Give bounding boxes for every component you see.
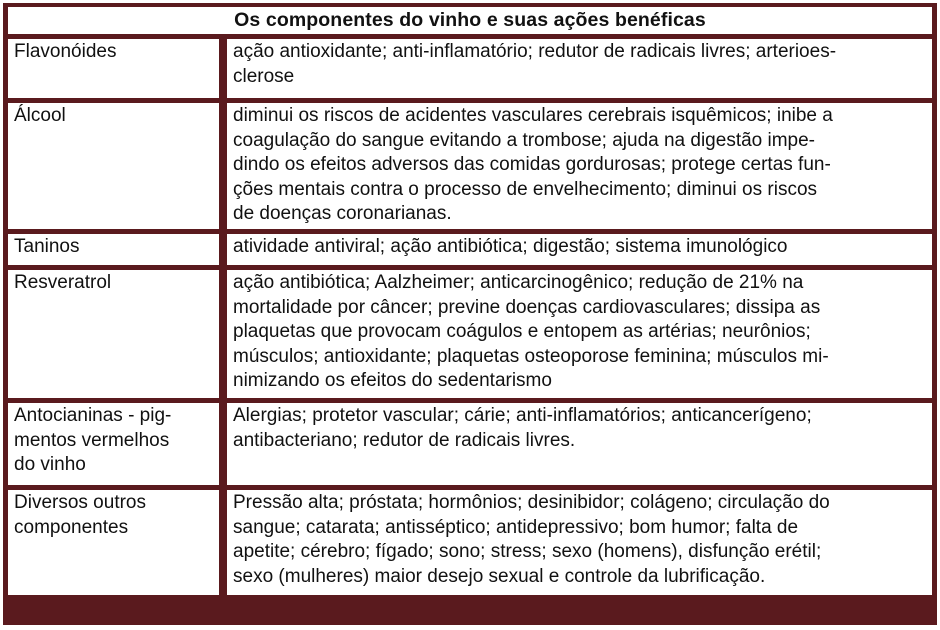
component-cell xyxy=(8,270,219,398)
component-cell xyxy=(8,490,219,595)
table-title: Os componentes do vinho e suas ações benéficas xyxy=(8,7,932,34)
wine-components-table xyxy=(3,3,937,625)
benefit-line: dindo os efeitos adversos das comidas gordurosas; protege certas fun- xyxy=(233,154,831,175)
benefit-line: mortalidade por câncer; previne doenças cardiovasculares; dissipa as xyxy=(233,296,821,318)
table-row-diversos xyxy=(8,490,932,595)
benefit-line: atividade antiviral; ação antibiótica; digestão; sistema imunológico xyxy=(233,236,788,257)
benefit-line: de doenças coronarianas. xyxy=(233,203,452,224)
benefit-line: coagulação do sangue evitando a trombose; ajuda na digestão impe- xyxy=(233,129,816,151)
benefits-cell xyxy=(227,403,932,485)
table-row-alcool xyxy=(8,103,932,229)
benefit-line: músculos; antioxidante; plaquetas osteoporose feminina; músculos mi- xyxy=(233,345,829,367)
benefit-line: antibacteriano; redutor de radicais livres. xyxy=(233,429,576,451)
component-line: componentes xyxy=(14,516,129,538)
component-cell xyxy=(8,39,219,98)
component-line: Diversos outros xyxy=(14,492,146,513)
benefit-line: nimizando os efeitos do sedentarismo xyxy=(233,370,552,391)
component-cell xyxy=(8,234,219,265)
table-row-taninos xyxy=(8,234,932,265)
benefit-line: clerose xyxy=(233,65,295,87)
component-line: do vinho xyxy=(14,454,86,475)
benefits-cell xyxy=(227,103,932,229)
component-line: Álcool xyxy=(14,105,66,126)
benefit-line: ções mentais contra o processo de envelhecimento; diminui os riscos xyxy=(233,178,818,200)
benefit-line: ação antioxidante; anti-inflamatório; redutor de radicais livres; arterioes- xyxy=(233,41,837,62)
benefit-line: Pressão alta; próstata; hormônios; desinibidor; colágeno; circulação do xyxy=(233,492,830,513)
benefit-line: Alergias; protetor vascular; cárie; anti-inflamatórios; anticancerígeno; xyxy=(233,405,812,426)
table-row-resveratrol xyxy=(8,270,932,398)
component-line: mentos vermelhos xyxy=(14,429,170,451)
component-line: Flavonóides xyxy=(14,41,117,62)
benefit-line: diminui os riscos de acidentes vasculares cerebrais isquêmicos; inibe a xyxy=(233,105,833,126)
component-line: Antocianinas - pig- xyxy=(14,405,172,426)
benefit-line: ação antibiótica; Aalzheimer; anticarcinogênico; redução de 21% na xyxy=(233,272,804,293)
component-line: Resveratrol xyxy=(14,272,112,293)
benefit-line: apetite; cérebro; fígado; sono; stress; sexo (homens), disfunção erétil; xyxy=(233,541,822,562)
component-line: Taninos xyxy=(14,236,80,257)
benefits-cell xyxy=(227,490,932,595)
benefits-cell xyxy=(227,234,932,265)
table-row-antocianinas xyxy=(8,403,932,485)
table-row-flavonoides xyxy=(8,39,932,98)
benefit-line: sexo (mulheres) maior desejo sexual e controle da lubrificação. xyxy=(233,565,766,587)
benefit-line: plaquetas que provocam coágulos e entopem as artérias; neurônios; xyxy=(233,321,811,342)
component-cell xyxy=(8,103,219,229)
component-cell xyxy=(8,403,219,485)
benefits-cell xyxy=(227,39,932,98)
benefits-cell xyxy=(227,270,932,398)
benefit-line: sangue; catarata; antisséptico; antidepressivo; bom humor; falta de xyxy=(233,516,799,538)
